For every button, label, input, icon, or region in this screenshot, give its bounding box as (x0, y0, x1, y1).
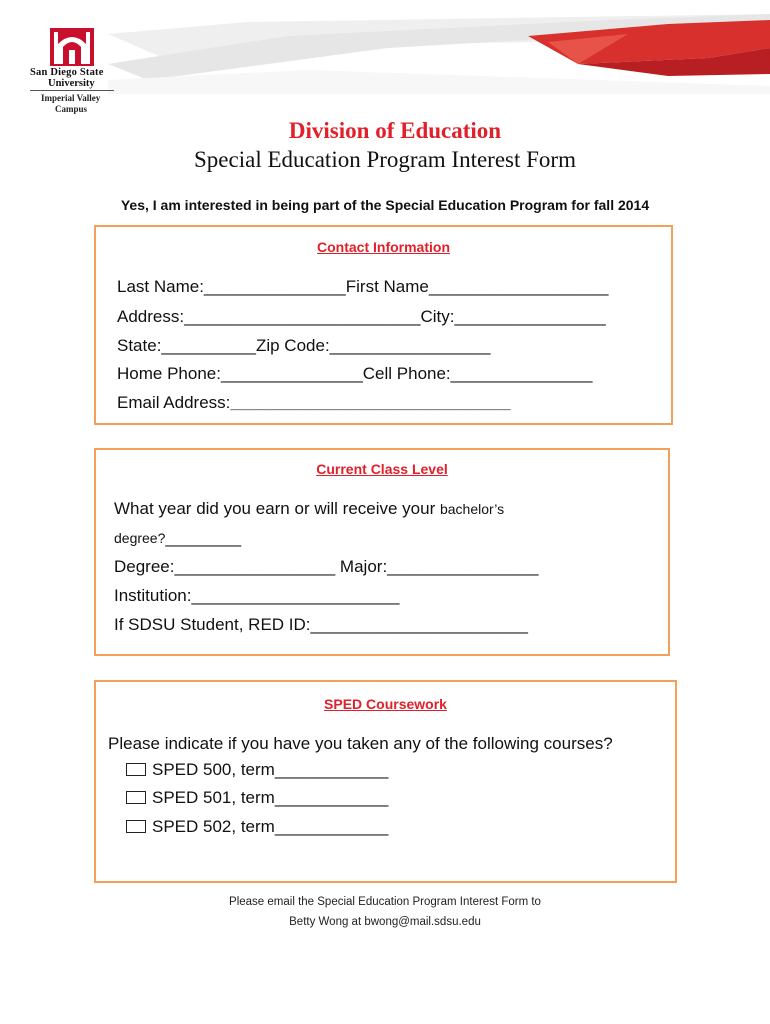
degree-major-line[interactable]: Degree:_________________ Major:________________ (114, 557, 539, 576)
sped-501-label: SPED 501, term____________ (152, 788, 389, 807)
header-swoosh-graphic (108, 14, 770, 94)
logo-text-university-2: University (48, 78, 95, 89)
state-zip-fields-line[interactable]: State:__________Zip Code:_________________ (117, 336, 491, 355)
courses-question: Please indicate if you have you taken any of the following courses? (108, 734, 613, 753)
university-seal-logo (50, 28, 94, 66)
degree-year-blank[interactable]: ________ (165, 528, 242, 547)
footer-instruction: Please email the Special Education Program Interest Form to (229, 896, 541, 908)
page-title: Division of Education (288, 118, 502, 143)
question-text-small: bachelor’s (439, 501, 505, 517)
sped-500-checkbox[interactable] (126, 763, 146, 776)
phone-fields-line[interactable]: Home Phone:_______________Cell Phone:_______________ (117, 364, 593, 383)
degree-year-line[interactable] (114, 528, 241, 548)
course-item-sped-502[interactable] (126, 817, 388, 837)
logo-text-campus-2: Campus (55, 104, 88, 114)
contact-information-heading: Contact Information (317, 239, 450, 255)
email-field-line[interactable] (117, 393, 511, 413)
bachelor-year-question (114, 499, 504, 519)
logo-divider (30, 90, 114, 91)
email-blank[interactable]: ________________________________________________________ (230, 400, 511, 410)
email-label: Email Address: (117, 393, 231, 412)
red-id-line[interactable]: If SDSU Student, RED ID:_______________________ (114, 615, 528, 634)
question-text: What year did you earn or will receive your (114, 499, 440, 518)
current-class-level-heading: Current Class Level (316, 461, 448, 477)
sped-501-checkbox[interactable] (126, 791, 146, 804)
degree-label-small: degree? (114, 530, 166, 546)
sped-500-label: SPED 500, term____________ (152, 760, 389, 779)
form-subtitle: Special Education Program Interest Form (194, 147, 576, 172)
logo-text-university: San Diego State (30, 67, 104, 78)
name-fields-line[interactable]: Last Name:_______________First Name___________________ (117, 277, 609, 296)
footer-contact-email[interactable]: Betty Wong at bwong@mail.sdsu.edu (289, 916, 481, 928)
address-fields-line[interactable]: Address:_________________________City:________________ (117, 307, 606, 326)
sped-502-label: SPED 502, term____________ (152, 817, 389, 836)
course-item-sped-500[interactable] (126, 760, 388, 780)
intro-statement: Yes, I am interested in being part of the Special Education Program for fall 2014 (120, 197, 650, 213)
sped-coursework-heading: SPED Coursework (324, 696, 447, 712)
logo-text-campus-1: Imperial Valley (41, 93, 101, 103)
sped-502-checkbox[interactable] (126, 820, 146, 833)
institution-line[interactable]: Institution:______________________ (114, 586, 400, 605)
course-item-sped-501[interactable] (126, 788, 388, 808)
